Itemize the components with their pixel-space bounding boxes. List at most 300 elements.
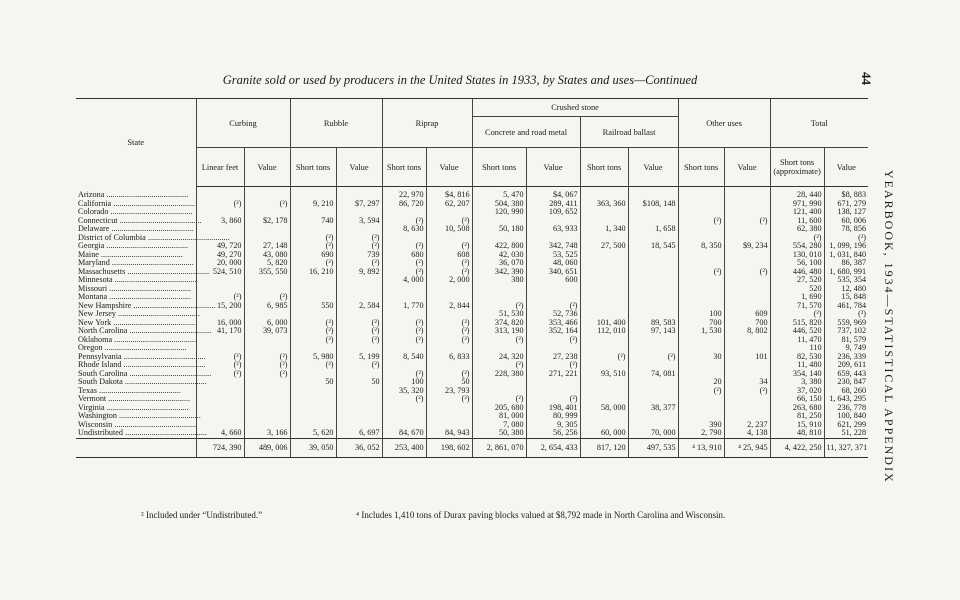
table-cell: 209, 611: [824, 361, 868, 370]
table-cell: [628, 259, 678, 268]
table-cell: 10, 508: [426, 225, 472, 234]
table-cell: $2, 178: [244, 217, 290, 226]
table-cell: 30: [678, 353, 724, 362]
table-cell: (²): [336, 234, 382, 243]
table-cell: 109, 652: [526, 208, 580, 217]
footnote-4: ⁴ Includes 1,410 tons of Durax paving blocks valued at $8,792 made in North Carolina and Wisconsin.: [356, 510, 726, 520]
table-cell: [426, 412, 472, 421]
table-cell: 52, 736: [526, 310, 580, 319]
header-total-short-tons: Short tons (approximate): [770, 148, 824, 187]
table-cell: [678, 200, 724, 209]
table-cell: [580, 378, 628, 387]
total-cell: 724, 390: [196, 438, 244, 457]
table-cell: [678, 293, 724, 302]
header-railroad-ballast: Railroad ballast: [580, 117, 678, 148]
table-cell: (²): [382, 319, 426, 328]
table-cell: 236, 339: [824, 353, 868, 362]
table-cell: (²): [678, 268, 724, 277]
total-cell: 489, 006: [244, 438, 290, 457]
table-cell: 23, 793: [426, 387, 472, 396]
table-cell: 43, 080: [244, 251, 290, 260]
table-cell: 49, 270: [196, 251, 244, 260]
table-cell: 110: [770, 344, 824, 353]
state-name-cell: Missouri ........................................: [78, 283, 192, 293]
table-cell: 37, 020: [770, 387, 824, 396]
table-cell: (²): [426, 336, 472, 345]
table-cell: 100: [678, 310, 724, 319]
table-cell: 58, 000: [580, 404, 628, 413]
table-cell: 50, 380: [472, 429, 526, 438]
table-cell: 27, 238: [526, 353, 580, 362]
table-cell: 9, 210: [290, 200, 336, 209]
table-cell: 3, 594: [336, 217, 382, 226]
table-header: [76, 99, 868, 187]
table-cell: (²): [580, 353, 628, 362]
state-name-cell: Maine ........................................: [78, 249, 183, 259]
table-cell: 62, 380: [770, 225, 824, 234]
table-cell: 609: [724, 310, 770, 319]
table-cell: 4, 138: [724, 429, 770, 438]
table-cell: [244, 276, 290, 285]
table-cell: 8, 540: [382, 353, 426, 362]
table-cell: 42, 030: [472, 251, 526, 260]
table-cell: 504, 380: [472, 200, 526, 209]
table-cell: 101, 400: [580, 319, 628, 328]
table-cell: (²): [426, 327, 472, 336]
table-cell: 81, 579: [824, 336, 868, 345]
table-cell: 71, 570: [770, 302, 824, 311]
table-cell: 78, 856: [824, 225, 868, 234]
table-cell: [472, 285, 526, 294]
table-cell: 1, 690: [770, 293, 824, 302]
table-cell: (²): [382, 268, 426, 277]
table-cell: 53, 525: [526, 251, 580, 260]
table-cell: 9, 892: [336, 268, 382, 277]
state-name-cell: Texas ........................................: [78, 385, 181, 395]
table-cell: [290, 404, 336, 413]
table-cell: [244, 225, 290, 234]
table-cell: (²): [426, 370, 472, 379]
table-cell: 700: [724, 319, 770, 328]
table-cell: [290, 395, 336, 404]
table-cell: [196, 187, 244, 200]
table-cell: (²): [196, 293, 244, 302]
table-cell: (²): [526, 336, 580, 345]
table-cell: 621, 299: [824, 421, 868, 430]
table-cell: (²): [382, 242, 426, 251]
table-cell: (²): [678, 387, 724, 396]
table-cell: [724, 225, 770, 234]
table-cell: [724, 285, 770, 294]
running-head: YEARBOOK, 1934—STATISTICAL APPENDIX: [882, 170, 896, 484]
table-row: [76, 285, 868, 294]
table-cell: [196, 276, 244, 285]
table-cell: 112, 010: [580, 327, 628, 336]
table-cell: [580, 268, 628, 277]
header-concrete-short-tons: Short tons: [472, 148, 526, 187]
table-cell: [244, 187, 290, 200]
state-name-cell: Colorado ........................................: [78, 207, 193, 217]
table-cell: 700: [678, 319, 724, 328]
table-cell: [290, 387, 336, 396]
table-cell: [678, 276, 724, 285]
state-name-cell: Delaware ........................................: [78, 224, 194, 234]
header-state: State: [76, 99, 196, 187]
table-cell: 600: [526, 276, 580, 285]
table-cell: [244, 387, 290, 396]
total-cell: ⁴ 25, 945: [724, 438, 770, 457]
total-cell: 39, 050: [290, 438, 336, 457]
table-cell: (²): [336, 259, 382, 268]
table-cell: 100: [382, 378, 426, 387]
table-cell: (²): [824, 310, 868, 319]
table-cell: 520: [770, 285, 824, 294]
table-cell: 739: [336, 251, 382, 260]
header-total: Total: [770, 99, 868, 148]
table-cell: 8, 802: [724, 327, 770, 336]
table-cell: 8, 630: [382, 225, 426, 234]
table-cell: 446, 520: [770, 327, 824, 336]
table-row: [76, 217, 868, 226]
table-cell: 6, 985: [244, 302, 290, 311]
table-cell: 93, 510: [580, 370, 628, 379]
table-cell: (²): [336, 361, 382, 370]
table-cell: (²): [426, 395, 472, 404]
table-cell: 2, 237: [724, 421, 770, 430]
table-cell: 35, 320: [382, 387, 426, 396]
table-cell: (²): [382, 336, 426, 345]
table-cell: (²): [382, 395, 426, 404]
table-row: [76, 429, 868, 438]
table-row: [76, 251, 868, 260]
state-name-cell: Virginia ........................................: [78, 402, 189, 412]
table-cell: (²): [628, 353, 678, 362]
table-cell: 1, 658: [628, 225, 678, 234]
table-cell: [678, 336, 724, 345]
table-cell: 22, 970: [382, 187, 426, 200]
table-cell: (²): [244, 370, 290, 379]
table-cell: [678, 285, 724, 294]
table-cell: [336, 404, 382, 413]
table-cell: 680: [382, 251, 426, 260]
table-cell: 130, 010: [770, 251, 824, 260]
table-cell: 353, 466: [526, 319, 580, 328]
table-cell: (²): [290, 259, 336, 268]
table-cell: 18, 545: [628, 242, 678, 251]
total-cell: 4, 422, 250: [770, 438, 824, 457]
table-cell: 101: [724, 353, 770, 362]
table-cell: [526, 378, 580, 387]
granite-table: [76, 98, 868, 458]
state-name-cell: Minnesota ........................................: [78, 275, 197, 285]
table-cell: 86, 387: [824, 259, 868, 268]
table-cell: 15, 910: [770, 421, 824, 430]
table-cell: [678, 395, 724, 404]
table-row: [76, 378, 868, 387]
table-cell: 51, 530: [472, 310, 526, 319]
table-cell: 11, 480: [770, 361, 824, 370]
table-cell: [580, 302, 628, 311]
table-cell: 20, 000: [196, 259, 244, 268]
state-name-cell: Oklahoma ........................................: [78, 334, 197, 344]
table-cell: (²): [336, 327, 382, 336]
table-cell: [196, 336, 244, 345]
header-railroad-value: Value: [628, 148, 678, 187]
table-cell: $9, 234: [724, 242, 770, 251]
state-name-cell: Rhode Island ........................................: [78, 360, 206, 370]
table-cell: [724, 361, 770, 370]
table-cell: 7, 080: [472, 421, 526, 430]
header-riprap-short-tons: Short tons: [382, 148, 426, 187]
table-cell: (²): [770, 310, 824, 319]
table-cell: 51, 228: [824, 429, 868, 438]
table-cell: 289, 411: [526, 200, 580, 209]
table-cell: [724, 336, 770, 345]
total-cell: 817, 120: [580, 438, 628, 457]
table-cell: 70, 000: [628, 429, 678, 438]
table-cell: [628, 412, 678, 421]
table-cell: 559, 969: [824, 319, 868, 328]
header-concrete-value: Value: [526, 148, 580, 187]
table-cell: [678, 404, 724, 413]
table-cell: 74, 081: [628, 370, 678, 379]
table-cell: 608: [426, 251, 472, 260]
table-cell: [472, 378, 526, 387]
table-cell: 9, 749: [824, 344, 868, 353]
state-name-cell: Oregon ........................................: [78, 343, 187, 353]
table-cell: [580, 259, 628, 268]
table-cell: 363, 360: [580, 200, 628, 209]
table-cell: [580, 276, 628, 285]
state-name-cell: Undistributed ........................................: [78, 428, 207, 438]
table-cell: 1, 340: [580, 225, 628, 234]
page-number: 44: [859, 72, 874, 85]
table-cell: 5, 980: [290, 353, 336, 362]
table-cell: 2, 000: [426, 276, 472, 285]
table-cell: (²): [426, 319, 472, 328]
state-name-cell: North Carolina ........................................: [78, 326, 212, 336]
table-cell: [196, 404, 244, 413]
table-cell: (²): [290, 327, 336, 336]
table-cell: 340, 651: [526, 268, 580, 277]
table-cell: [628, 387, 678, 396]
table-cell: (²): [526, 395, 580, 404]
table-cell: 97, 143: [628, 327, 678, 336]
table-cell: $7, 297: [336, 200, 382, 209]
table-cell: [196, 412, 244, 421]
table-cell: 8, 350: [678, 242, 724, 251]
table-cell: [580, 293, 628, 302]
header-rubble: Rubble: [290, 99, 382, 148]
table-cell: (²): [336, 242, 382, 251]
table-cell: 48, 810: [770, 429, 824, 438]
header-curbing-linear-feet: Linear feet: [196, 148, 244, 187]
table-cell: 205, 680: [472, 404, 526, 413]
table-cell: 313, 190: [472, 327, 526, 336]
header-curbing: Curbing: [196, 99, 290, 148]
table-cell: 81, 000: [472, 412, 526, 421]
header-total-value: Value: [824, 148, 868, 187]
state-name-cell: New Hampshire ........................................: [78, 300, 216, 310]
total-cell: 36, 052: [336, 438, 382, 457]
table-cell: 50: [290, 378, 336, 387]
table-cell: [628, 276, 678, 285]
table-cell: (²): [196, 361, 244, 370]
table-cell: [290, 276, 336, 285]
table-cell: [382, 285, 426, 294]
table-cell: $4, 816: [426, 187, 472, 200]
table-cell: 39, 073: [244, 327, 290, 336]
table-row: [76, 200, 868, 209]
state-name-cell: Washington ........................................: [78, 411, 201, 421]
table-cell: (²): [724, 268, 770, 277]
table-cell: 100, 840: [824, 412, 868, 421]
table-cell: (²): [244, 200, 290, 209]
table-cell: [580, 387, 628, 396]
table-cell: (²): [426, 242, 472, 251]
total-cell: 198, 602: [426, 438, 472, 457]
table-cell: 1, 770: [382, 302, 426, 311]
table-cell: (²): [244, 353, 290, 362]
table-cell: 80, 999: [526, 412, 580, 421]
table-cell: [628, 251, 678, 260]
table-cell: 3, 380: [770, 378, 824, 387]
table-cell: (²): [244, 293, 290, 302]
header-curbing-value: Value: [244, 148, 290, 187]
table-cell: [290, 187, 336, 200]
table-cell: (²): [724, 387, 770, 396]
table-cell: (²): [290, 234, 336, 243]
table-row: [76, 395, 868, 404]
table-cell: 6, 697: [336, 429, 382, 438]
table-cell: (²): [290, 319, 336, 328]
table-cell: 11, 600: [770, 217, 824, 226]
table-cell: [724, 395, 770, 404]
state-name-cell: Pennsylvania ........................................: [78, 351, 206, 361]
table-cell: (²): [770, 234, 824, 243]
table-cell: 659, 443: [824, 370, 868, 379]
table-cell: (²): [824, 234, 868, 243]
table-cell: 5, 620: [290, 429, 336, 438]
table-cell: [724, 293, 770, 302]
table-cell: [724, 404, 770, 413]
totals-row: [76, 438, 868, 457]
table-cell: [382, 412, 426, 421]
table-cell: 422, 800: [472, 242, 526, 251]
table-cell: 60, 000: [580, 429, 628, 438]
table-cell: [290, 412, 336, 421]
table-cell: 2, 790: [678, 429, 724, 438]
table-cell: (²): [472, 361, 526, 370]
table-cell: 390: [678, 421, 724, 430]
table-cell: 66, 150: [770, 395, 824, 404]
total-cell: ⁴ 13, 910: [678, 438, 724, 457]
table-cell: [336, 276, 382, 285]
table-cell: 1, 099, 196: [824, 242, 868, 251]
table-cell: 354, 140: [770, 370, 824, 379]
table-cell: [724, 200, 770, 209]
table-cell: 228, 380: [472, 370, 526, 379]
table-cell: 15, 200: [196, 302, 244, 311]
header-riprap-value: Value: [426, 148, 472, 187]
table-cell: [580, 285, 628, 294]
header-concrete: Concrete and road metal: [472, 117, 580, 148]
table-cell: 16, 000: [196, 319, 244, 328]
table-cell: [580, 208, 628, 217]
state-name-cell: Maryland ........................................: [78, 258, 194, 268]
table-cell: (²): [426, 259, 472, 268]
table-cell: [628, 208, 678, 217]
table-cell: 50: [336, 378, 382, 387]
table-cell: 49, 720: [196, 242, 244, 251]
table-cell: 1, 643, 295: [824, 395, 868, 404]
table-title: Granite sold or used by producers in the United States in 1933, by States and uses—Continued: [222, 73, 698, 87]
table-cell: 1, 031, 840: [824, 251, 868, 260]
table-cell: 971, 990: [770, 200, 824, 209]
table-cell: 56, 100: [770, 259, 824, 268]
table-cell: 374, 820: [472, 319, 526, 328]
table-cell: 5, 820: [244, 259, 290, 268]
table-cell: 68, 260: [824, 387, 868, 396]
table-cell: 56, 256: [526, 429, 580, 438]
table-cell: 1, 680, 991: [824, 268, 868, 277]
table-cell: 271, 221: [526, 370, 580, 379]
table-cell: 50: [426, 378, 472, 387]
table-cell: $108, 148: [628, 200, 678, 209]
table-row: [76, 187, 868, 200]
table-cell: 15, 848: [824, 293, 868, 302]
table-cell: 461, 784: [824, 302, 868, 311]
state-name-cell: Georgia ........................................: [78, 241, 189, 251]
header-rubble-value: Value: [336, 148, 382, 187]
table-cell: [336, 187, 382, 200]
table-cell: 27, 148: [244, 242, 290, 251]
table-cell: 740: [290, 217, 336, 226]
total-cell: 253, 400: [382, 438, 426, 457]
table-cell: 121, 400: [770, 208, 824, 217]
table-cell: [628, 336, 678, 345]
total-cell: [76, 438, 196, 457]
table-cell: [724, 276, 770, 285]
table-cell: [580, 336, 628, 345]
table-cell: 515, 820: [770, 319, 824, 328]
state-name-cell: Vermont ........................................: [78, 394, 191, 404]
table-cell: 63, 933: [526, 225, 580, 234]
table-cell: 524, 510: [196, 268, 244, 277]
table-cell: 4, 000: [382, 276, 426, 285]
table-cell: [628, 293, 678, 302]
table-cell: 12, 480: [824, 285, 868, 294]
table-cell: [244, 336, 290, 345]
table-cell: 6, 833: [426, 353, 472, 362]
table-cell: 84, 670: [382, 429, 426, 438]
table-cell: 138, 127: [824, 208, 868, 217]
table-cell: (²): [382, 370, 426, 379]
header-other-short-tons: Short tons: [678, 148, 724, 187]
table-cell: 342, 390: [472, 268, 526, 277]
state-name-cell: Massachusetts ........................................: [78, 266, 210, 276]
table-cell: [336, 412, 382, 421]
table-cell: 27, 520: [770, 276, 824, 285]
table-cell: 28, 440: [770, 187, 824, 200]
table-cell: 550: [290, 302, 336, 311]
header-other-value: Value: [724, 148, 770, 187]
total-cell: 11, 327, 371: [824, 438, 868, 457]
state-name-cell: California ........................................: [78, 198, 196, 208]
table-cell: (²): [472, 302, 526, 311]
table-cell: 50, 180: [472, 225, 526, 234]
table-cell: (²): [382, 327, 426, 336]
